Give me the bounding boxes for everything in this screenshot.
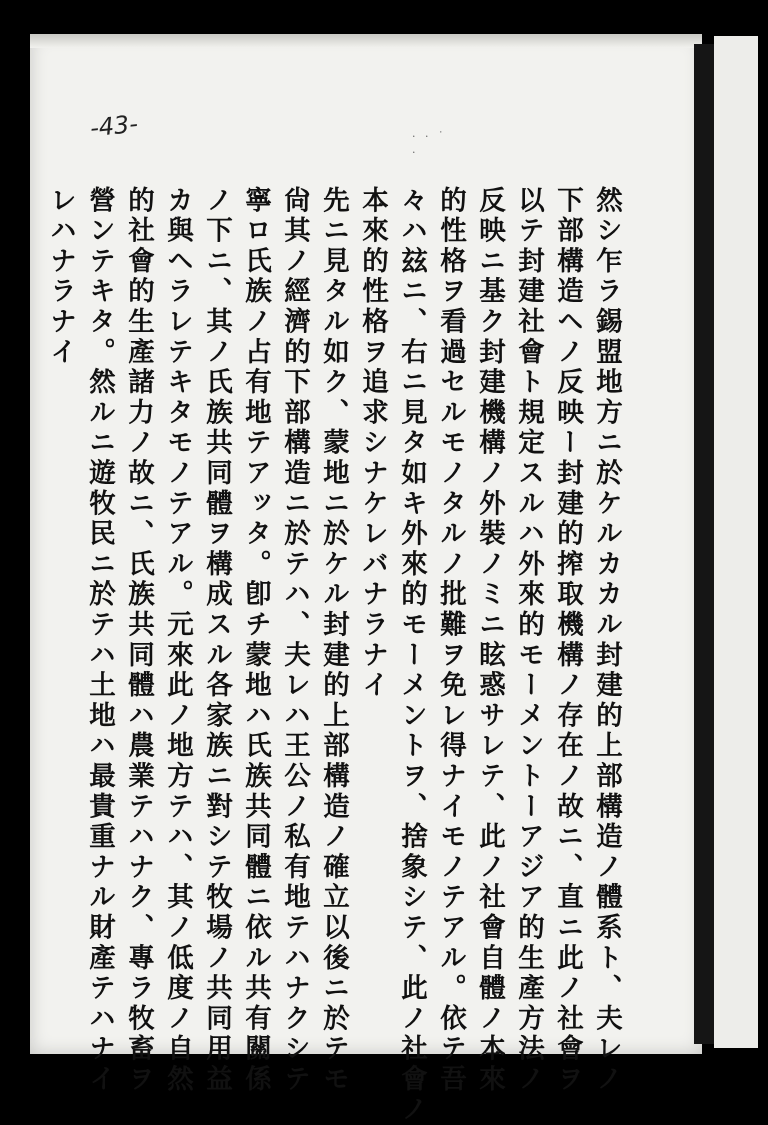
text-line: 反映ニ基ク封建機構ノ外裝ノミニ眩惑サレテ、此ノ社會自體ノ本來 xyxy=(474,186,505,1095)
text-line: 下部構造ヘノ反映ー封建的搾取機構ノ存在ノ故ニ、直ニ此ノ社會ヲ xyxy=(552,186,583,1095)
page-top-edge xyxy=(30,34,702,48)
book-spine xyxy=(694,44,714,1044)
text-line: 以テ封建社會ト規定スルハ外來的モーメントーアジア的生產方法ノ xyxy=(513,186,544,1095)
text-line: 本來的性格ヲ追求シナケレバナラナイ xyxy=(357,186,388,702)
text-line: 尙其ノ經濟的下部構造ニ於テハ、夫レハ王公ノ私有地テハナクシテ xyxy=(279,186,310,1095)
text-line: レハナラナイ xyxy=(45,186,76,368)
text-line: 々ハ玆ニ、右ニ見タ如キ外來的モーメントヲ、捨象シテ、此ノ社會ノ xyxy=(396,186,427,1125)
ink-smudge: · · ˙ . xyxy=(412,130,447,156)
text-line: ノ下ニ、其ノ氏族共同體ヲ構成スル各家族ニ對シテ牧場ノ共同用益 xyxy=(201,186,232,1095)
page-number: -43- xyxy=(88,109,140,143)
facing-page-edge xyxy=(714,36,758,1048)
text-line: カ與ヘラレテキタモノテアル。元來此ノ地方テハ、其ノ低度ノ自然 xyxy=(162,186,193,1095)
text-line: 的社會的生產諸力ノ故ニ、氏族共同體ハ農業テハナク、專ラ牧畜ヲ xyxy=(123,186,154,1095)
text-line: 的性格ヲ看過セルモノタルノ批難ヲ免レ得ナイモノテアル。依テ吾 xyxy=(435,186,466,1095)
text-line: 寧ロ氏族ノ占有地テアッタ。卽チ蒙地ハ氏族共同體ニ依ル共有關係 xyxy=(240,186,271,1095)
vertical-text-block xyxy=(45,186,626,1125)
text-line: 然シ乍ラ錫盟地方ニ於ケルカカル封建的上部構造ノ體系ト、夫レノ xyxy=(591,186,622,1095)
text-line: 營ンテキタ。然ルニ遊牧民ニ於テハ土地ハ最貴重ナル財產テハナイ xyxy=(84,186,115,1095)
text-line: 先ニ見タル如ク、蒙地ニ於ケル封建的上部構造ノ確立以後ニ於テモ xyxy=(318,186,349,1095)
